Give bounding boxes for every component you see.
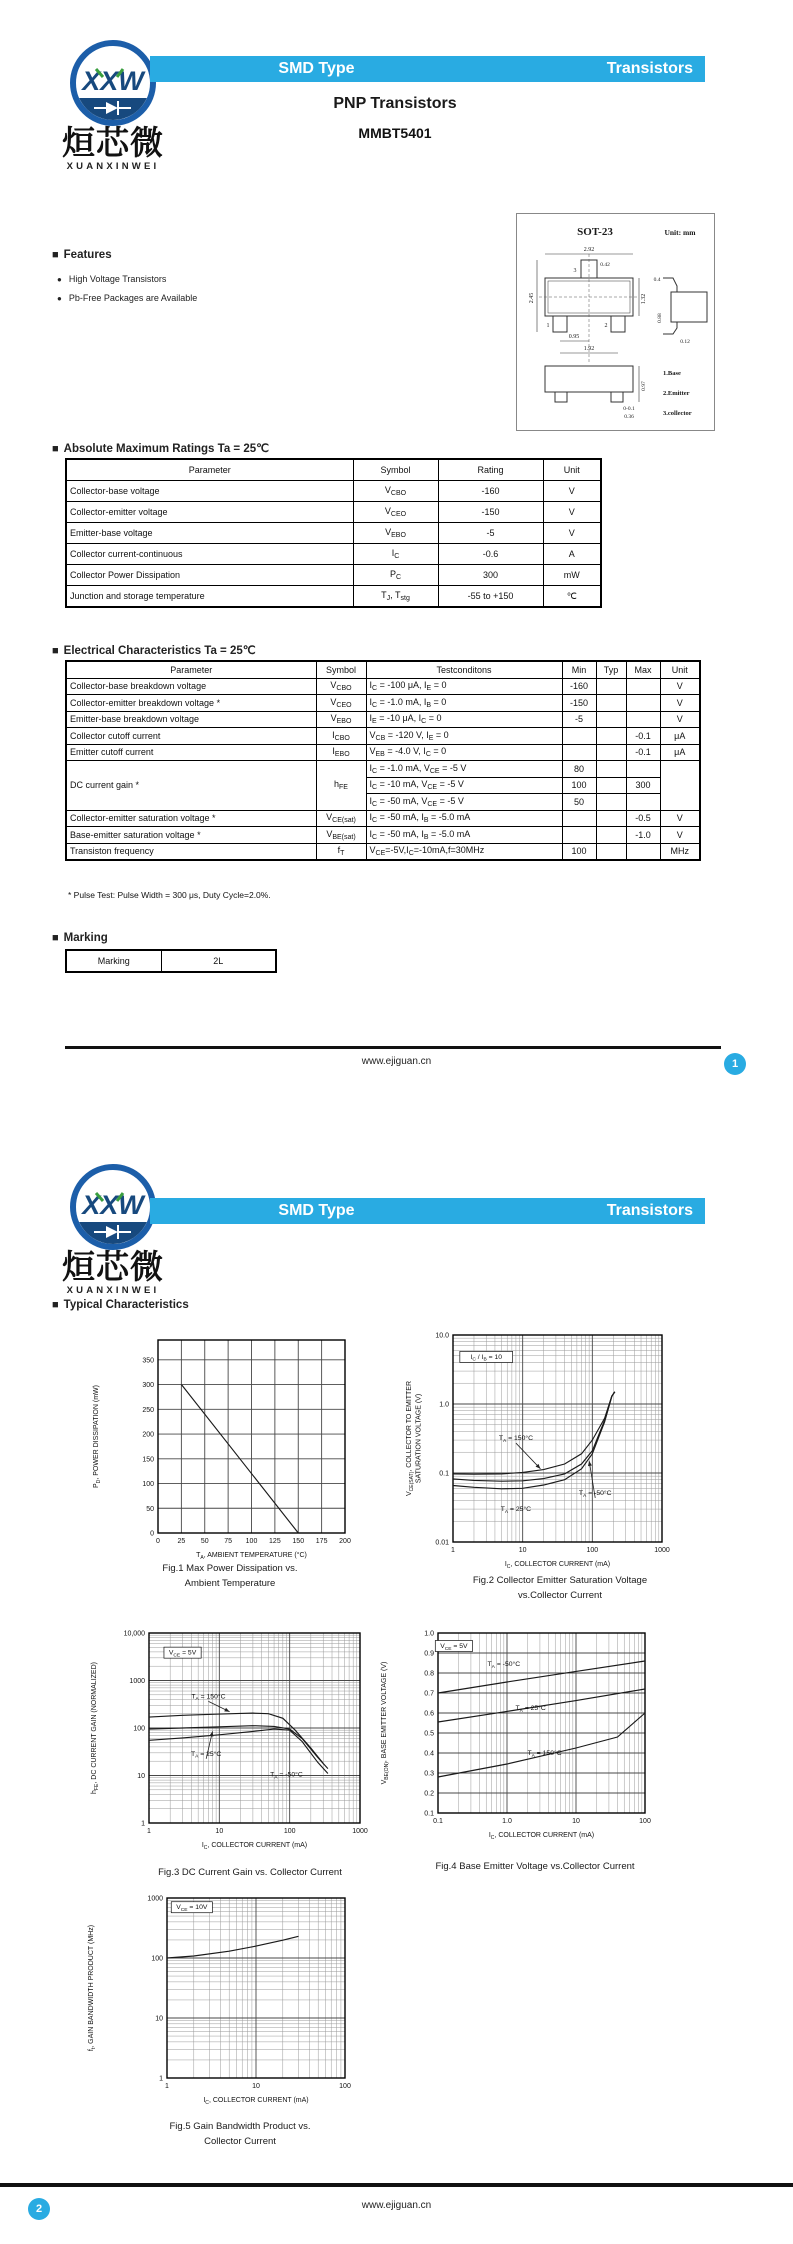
brand-chinese-name: 烜芯微 [62, 1248, 164, 1285]
table-cell: -0.6 [438, 544, 543, 565]
svg-text:XXW: XXW [82, 1190, 144, 1220]
svg-text:IC, COLLECTOR CURRENT (mA): $I_C$, COLLECTOR CURRENT (mA) [504, 1561, 611, 1570]
svg-text:1: 1 [147, 1828, 151, 1835]
table-cell [596, 843, 626, 860]
svg-text:1000: 1000 [654, 1547, 670, 1554]
svg-text:Unit: mm: Unit: mm [664, 228, 696, 237]
svg-text:XXW: XXW [82, 66, 144, 96]
table-cell: DC current gain * [66, 761, 316, 811]
svg-text:3: 3 [573, 268, 577, 274]
svg-text:10,000: 10,000 [123, 1630, 145, 1638]
table-cell: 80 [562, 761, 596, 778]
svg-text:TA, AMBIENT TEMPERATURE (°C): $T_A$, AMBIENT TEMPERATURE (°C) [196, 1552, 307, 1561]
table-cell: -5 [438, 523, 543, 544]
svg-text:TA = 150°C: $T_A = 150^\circ C$ [191, 1693, 226, 1703]
table-cell: 300 [438, 565, 543, 586]
svg-text:0.36: 0.36 [624, 414, 634, 420]
part-number: MMBT5401 [358, 125, 432, 141]
table-cell: $I_C = -10$ mA, $V_{CE} = -5$ V [366, 777, 562, 794]
table-row [66, 711, 700, 728]
table-cell: $V_{CB} = -120$ V, $I_E = 0$ [366, 728, 562, 745]
marking-title: ■ Marking [52, 932, 108, 944]
table-cell: Emitter cutoff current [66, 744, 316, 761]
bullet-icon: ● [57, 275, 62, 284]
table-cell: Collector-emitter saturation voltage * [66, 810, 316, 827]
svg-text:10: 10 [215, 1828, 224, 1835]
table-cell: $I_C = -50$ mA, $V_{CE} = -5$ V [366, 794, 562, 811]
svg-text:200: 200 [339, 1538, 351, 1545]
table-cell: Collector Power Dissipation [66, 565, 353, 586]
svg-text:100: 100 [245, 1538, 258, 1545]
svg-text:TA = 150°C: $T_A = 150^\circ C$ [498, 1435, 533, 1444]
svg-text:VBE(ON), BASE EMITTER VOLTAGE: $V_{BE(ON)}$, BASE EMITTER VOLTAGE (V) [381, 1661, 390, 1785]
column-header: Unit [660, 661, 700, 678]
fig1-caption: Fig.1 Max Power Dissipation vs. Ambient Temperature [162, 1563, 298, 1589]
svg-text:0.95: 0.95 [568, 334, 580, 340]
svg-text:1000: 1000 [129, 1678, 145, 1685]
svg-text:0.1: 0.1 [424, 1810, 434, 1818]
svg-text:1.Base: 1.Base [663, 370, 681, 377]
table-row [66, 502, 601, 523]
svg-text:100: 100 [339, 2083, 351, 2090]
table-cell: V [543, 481, 601, 502]
table-cell: -55 to +150 [438, 586, 543, 608]
svg-text:SOT-23: SOT-23 [577, 226, 613, 238]
table-cell: 100 [562, 843, 596, 860]
svg-text:100: 100 [142, 1481, 154, 1489]
table-cell: -0.5 [626, 810, 660, 827]
brand-logo [48, 1162, 178, 1296]
svg-text:200: 200 [142, 1431, 154, 1439]
svg-text:0.1: 0.1 [439, 1470, 449, 1478]
table-cell: MHz [660, 843, 700, 860]
table-row [66, 728, 700, 745]
column-header: Min [562, 661, 596, 678]
table-cell: V [543, 523, 601, 544]
table-cell: -5 [562, 711, 596, 728]
svg-text:10: 10 [572, 1818, 580, 1825]
page-number-badge: 2 [28, 2198, 50, 2220]
table-cell: $I_C = -50$ mA, $I_B = -5.0$ mA [366, 827, 562, 844]
svg-text:IC, COLLECTOR CURRENT (mA): $I_C$, COLLECTOR CURRENT (mA) [203, 2097, 309, 2106]
svg-text:1: 1 [159, 2075, 163, 2083]
table-cell: 2L [161, 950, 276, 972]
pulse-test-footnote: * Pulse Test: Pulse Width = 300 μs, Duty Cycle=2.0%. [68, 890, 271, 900]
table-cell: mW [543, 565, 601, 586]
table-cell: Collector-base voltage [66, 481, 353, 502]
svg-text:0.1: 0.1 [433, 1818, 443, 1825]
table-cell: Collector current-continuous [66, 544, 353, 565]
table-cell [626, 794, 660, 811]
table-cell: $I_C = -50$ mA, $I_B = -5.0$ mA [366, 810, 562, 827]
svg-text:10.0: 10.0 [435, 1332, 449, 1340]
fig5-chart [80, 1888, 370, 2118]
svg-text:1.32: 1.32 [641, 293, 647, 305]
table-cell: $V_{BE(sat)}$ [316, 827, 366, 844]
table-cell [596, 711, 626, 728]
table-cell: Junction and storage temperature [66, 586, 353, 608]
table-row [66, 544, 601, 565]
svg-text:2: 2 [604, 323, 608, 329]
fig5-caption: Fig.5 Gain Bandwidth Product vs. Collector Current [169, 2121, 311, 2147]
table-cell [562, 744, 596, 761]
footer-rule [65, 1046, 721, 1049]
svg-text:10: 10 [518, 1547, 527, 1554]
abs_max-grid [65, 458, 602, 608]
svg-text:TA = -50°C: $T_A = -50^\circ C$ [270, 1771, 303, 1781]
svg-text:0.5: 0.5 [424, 1730, 434, 1738]
table-cell: V [660, 810, 700, 827]
svg-text:1: 1 [451, 1547, 455, 1554]
svg-text:TA = 25°C: $T_A = 25^\circ C$ [515, 1705, 546, 1714]
svg-text:1.0: 1.0 [502, 1818, 512, 1825]
svg-text:50: 50 [200, 1538, 209, 1545]
table-cell: V [660, 695, 700, 712]
elec-grid [65, 660, 701, 861]
header-bar [150, 1198, 705, 1224]
table-cell: V [660, 678, 700, 695]
svg-text:1: 1 [141, 1820, 145, 1828]
column-header: Parameter [66, 661, 316, 678]
fig4-chart [373, 1623, 673, 1858]
svg-text:100: 100 [639, 1818, 651, 1825]
fig4-caption: Fig.4 Base Emitter Voltage vs.Collector Current [435, 1861, 635, 1872]
header-bar-right: Transistors [606, 1202, 693, 1219]
features-title: ■ Features [52, 249, 112, 261]
table-cell: 50 [562, 794, 596, 811]
footer-website: www.ejiguan.cn [361, 2200, 432, 2211]
table-cell: $I_{CBO}$ [316, 728, 366, 745]
svg-text:125: 125 [269, 1538, 281, 1545]
svg-text:0.8: 0.8 [424, 1670, 434, 1678]
section-square-icon: ■ [52, 932, 59, 944]
column-header: Unit [543, 459, 601, 481]
table-cell [660, 761, 700, 811]
svg-text:TA = 25°C: $T_A = 25^\circ C$ [500, 1506, 532, 1515]
svg-text:100: 100 [586, 1547, 599, 1554]
table-cell: -1.0 [626, 827, 660, 844]
svg-text:10: 10 [155, 2015, 163, 2023]
svg-text:1.0: 1.0 [424, 1630, 434, 1638]
svg-text:hFE, DC CURRENT GAIN (NORMALIZ: $h_{FE}$, DC CURRENT GAIN (NORMALIZED) [91, 1662, 100, 1794]
svg-text:0.6: 0.6 [424, 1710, 434, 1718]
svg-text:100: 100 [151, 1955, 163, 1963]
fig1-chart [85, 1330, 375, 1570]
brand-chinese-name: 烜芯微 [62, 124, 164, 161]
doc-type-title: PNP Transistors [333, 95, 457, 112]
section-square-icon: ■ [52, 443, 59, 455]
svg-text:0: 0 [150, 1530, 154, 1538]
table-cell [562, 810, 596, 827]
svg-text:TA = 25°C: $T_A = 25^\circ C$ [190, 1750, 222, 1760]
svg-text:50: 50 [146, 1505, 154, 1513]
table-row [66, 695, 700, 712]
table-cell: $I_C = -1.0$ mA, $I_B = 0$ [366, 695, 562, 712]
header-bar-left: SMD Type [278, 60, 355, 77]
table-cell [596, 777, 626, 794]
table-cell [596, 728, 626, 745]
table-cell: $h_{FE}$ [316, 761, 366, 811]
table-cell [626, 695, 660, 712]
svg-text:SATURATION VOLTAGE (V): SATURATION VOLTAGE (V) [415, 1393, 423, 1484]
table-cell: $V_{CEO}$ [316, 695, 366, 712]
table-cell: -0.1 [626, 744, 660, 761]
table-cell: $V_{CEO}$ [353, 502, 438, 523]
table-cell: Transiston frequency [66, 843, 316, 860]
table-cell: -0.1 [626, 728, 660, 745]
column-header: Testconditons [366, 661, 562, 678]
typical-char-title: ■ Typical Characteristics [52, 1299, 189, 1311]
table-cell [596, 794, 626, 811]
svg-text:250: 250 [142, 1406, 154, 1414]
svg-text:10: 10 [137, 1773, 145, 1780]
table-cell: -160 [438, 481, 543, 502]
column-header: Rating [438, 459, 543, 481]
svg-text:1000: 1000 [352, 1828, 368, 1835]
table-cell: -150 [562, 695, 596, 712]
svg-text:0.42: 0.42 [600, 262, 610, 268]
svg-text:75: 75 [224, 1538, 233, 1545]
svg-text:PD, POWER DISSIPATION (mW): $P_D$, POWER DISSIPATION (mW) [93, 1385, 102, 1488]
sot23-outline-icon [517, 214, 714, 430]
table-row [66, 761, 700, 778]
svg-text:TA = -50°C: $T_A = -50^\circ C$ [487, 1661, 521, 1670]
abs-max-title: ■ Absolute Maximum Ratings Ta = 25℃ [52, 443, 270, 455]
table-cell: $f_T$ [316, 843, 366, 860]
table-row [66, 810, 700, 827]
table-cell [596, 810, 626, 827]
svg-text:TA = -50°C: $T_A = -50^\circ C$ [578, 1489, 612, 1499]
table-cell: $V_{CBO}$ [353, 481, 438, 502]
svg-text:0.01: 0.01 [435, 1539, 449, 1547]
table-cell: $I_C$ [353, 544, 438, 565]
svg-text:ft, GAIN BANDWIDTH PRODUCT (MH: $f_t$, GAIN BANDWIDTH PRODUCT (MHz) [88, 1924, 97, 2052]
svg-text:175: 175 [315, 1538, 328, 1545]
table-cell: μA [660, 744, 700, 761]
table-row [66, 843, 700, 860]
package-drawing [516, 213, 715, 431]
table-cell [596, 761, 626, 778]
table-cell: Emitter-base voltage [66, 523, 353, 544]
table-row [66, 744, 700, 761]
page-number-badge: 1 [724, 1053, 746, 1075]
svg-text:IC, COLLECTOR CURRENT (mA): $I_C$, COLLECTOR CURRENT (mA) [201, 1842, 308, 1851]
section-square-icon: ■ [52, 645, 59, 657]
table-cell: 100 [562, 777, 596, 794]
table-cell [596, 695, 626, 712]
svg-text:IC / IB = 10: $I_C / I_B = 10$ [470, 1353, 503, 1363]
svg-text:0.97: 0.97 [641, 381, 647, 391]
table-cell: Collector cutoff current [66, 728, 316, 745]
svg-text:TA = 150°C: $T_A = 150^\circ C$ [527, 1750, 562, 1759]
marking-table [65, 949, 277, 973]
table-cell: $V_{EBO}$ [316, 711, 366, 728]
svg-text:1: 1 [165, 2083, 169, 2090]
column-header: Symbol [316, 661, 366, 678]
elec-char-title: ■ Electrical Characteristics Ta = 25℃ [52, 645, 256, 657]
table-cell: $P_C$ [353, 565, 438, 586]
svg-text:350: 350 [142, 1357, 154, 1365]
header-bar [150, 56, 705, 82]
elec-char-table [65, 660, 701, 861]
feature-item: ● Pb-Free Packages are Available [57, 293, 198, 303]
table-cell: $I_C = -100$ μA, $I_E = 0$ [366, 678, 562, 695]
table-cell [626, 711, 660, 728]
brand-logo-icon [68, 38, 158, 128]
feature-item: ● High Voltage Transistors [57, 274, 167, 284]
header-bar-left: SMD Type [278, 1202, 355, 1219]
table-row [66, 586, 601, 608]
table-cell [596, 744, 626, 761]
table-cell: $I_C = -1.0$ mA, $V_{CE} = -5$ V [366, 761, 562, 778]
table-row [66, 678, 700, 695]
svg-text:1: 1 [546, 323, 550, 329]
table-cell [596, 827, 626, 844]
table-cell: 300 [626, 777, 660, 794]
footer-rule [0, 2183, 793, 2187]
svg-text:2.45: 2.45 [529, 292, 535, 304]
table-cell: -160 [562, 678, 596, 695]
svg-text:0.3: 0.3 [424, 1770, 434, 1778]
svg-text:25: 25 [177, 1538, 186, 1545]
svg-text:0: 0 [156, 1538, 160, 1545]
svg-text:0.2: 0.2 [424, 1790, 434, 1798]
table-cell: Collector-emitter breakdown voltage * [66, 695, 316, 712]
svg-text:100: 100 [133, 1725, 145, 1733]
bullet-icon: ● [57, 294, 62, 303]
table-cell: Collector-emitter voltage [66, 502, 353, 523]
svg-text:10: 10 [252, 2083, 260, 2090]
svg-text:VCE = 10V: $V_{CE} = 10V$ [176, 1904, 208, 1914]
svg-text:300: 300 [142, 1382, 154, 1390]
header-bar-right: Transistors [606, 60, 693, 77]
table-cell [626, 761, 660, 778]
section-square-icon: ■ [52, 1299, 59, 1311]
table-cell: V [543, 502, 601, 523]
column-header: Max [626, 661, 660, 678]
table-cell: $I_E = -10$ μA, $I_C = 0$ [366, 711, 562, 728]
svg-text:2.Emitter: 2.Emitter [663, 390, 690, 397]
svg-text:0.7: 0.7 [424, 1690, 434, 1698]
svg-text:0.4: 0.4 [424, 1750, 434, 1758]
svg-text:0.88: 0.88 [657, 313, 663, 323]
table-cell: $V_{CE(sat)}$ [316, 810, 366, 827]
svg-text:1.92: 1.92 [583, 346, 595, 352]
table-cell: Collector-base breakdown voltage [66, 678, 316, 695]
table-cell [562, 827, 596, 844]
fig3-chart [83, 1623, 383, 1868]
brand-logo-icon [68, 1162, 158, 1252]
svg-text:2.92: 2.92 [583, 247, 595, 253]
brand-latin-name: XUANXINWEI [66, 1285, 160, 1296]
column-header: Symbol [353, 459, 438, 481]
table-cell: $V_{EBO}$ [353, 523, 438, 544]
table-cell: $V_{EB} = -4.0$ V, $I_C = 0$ [366, 744, 562, 761]
fig2-caption: Fig.2 Collector Emitter Saturation Voltage vs.Collector Current [472, 1575, 648, 1601]
column-header: Typ [596, 661, 626, 678]
table-cell [562, 728, 596, 745]
table-cell: Base-emitter saturation voltage * [66, 827, 316, 844]
brand-latin-name: XUANXINWEI [66, 161, 160, 172]
svg-text:VCE = 5V: $V_{CE} = 5V$ [440, 1643, 468, 1652]
svg-text:VCE = 5V: $V_{CE} = 5V$ [168, 1649, 197, 1659]
svg-text:1.0: 1.0 [439, 1401, 449, 1409]
svg-text:0-0.1: 0-0.1 [623, 406, 635, 412]
table-cell [626, 843, 660, 860]
datasheet-page-2 [0, 1122, 793, 2244]
svg-text:150: 150 [142, 1456, 154, 1464]
table-row [66, 523, 601, 544]
abs-max-table [65, 458, 602, 608]
table-row [66, 827, 700, 844]
table-cell: V [660, 827, 700, 844]
table-row [66, 565, 601, 586]
svg-text:0.12: 0.12 [680, 339, 690, 345]
table-cell: $T_J$, $T_{stg}$ [353, 586, 438, 608]
svg-text:0.4: 0.4 [653, 277, 661, 283]
table-cell [596, 678, 626, 695]
table-cell: Marking [66, 950, 161, 972]
table-cell: $I_{EBO}$ [316, 744, 366, 761]
marking-grid [65, 949, 277, 973]
svg-text:150: 150 [292, 1538, 305, 1545]
svg-text:VCE(SAT), COLLECTOR TO EMITTER: $V_{CE(SAT)}$, COLLECTOR TO EMITTER [406, 1380, 415, 1497]
table-cell [626, 678, 660, 695]
table-cell: Emitter-base breakdown voltage [66, 711, 316, 728]
section-square-icon: ■ [52, 249, 59, 261]
table-cell: ℃ [543, 586, 601, 608]
footer-website: www.ejiguan.cn [361, 1056, 432, 1067]
svg-text:0.9: 0.9 [424, 1650, 434, 1658]
svg-text:100: 100 [283, 1828, 296, 1835]
fig2-chart [398, 1325, 698, 1577]
table-cell: V [660, 711, 700, 728]
table-cell: A [543, 544, 601, 565]
table-cell: $V_{CBO}$ [316, 678, 366, 695]
column-header: Parameter [66, 459, 353, 481]
svg-text:1000: 1000 [147, 1895, 163, 1903]
table-row [66, 481, 601, 502]
table-cell: -150 [438, 502, 543, 523]
svg-text:IC, COLLECTOR CURRENT (mA): $I_C$, COLLECTOR CURRENT (mA) [488, 1832, 595, 1841]
table-cell: $V_{CE}=-5V,I_C=-10mA,f=30MHz$ [366, 843, 562, 860]
table-cell: μA [660, 728, 700, 745]
fig3-caption: Fig.3 DC Current Gain vs. Collector Current [158, 1867, 342, 1878]
svg-text:3.collector: 3.collector [663, 410, 692, 417]
table-row [66, 950, 276, 972]
